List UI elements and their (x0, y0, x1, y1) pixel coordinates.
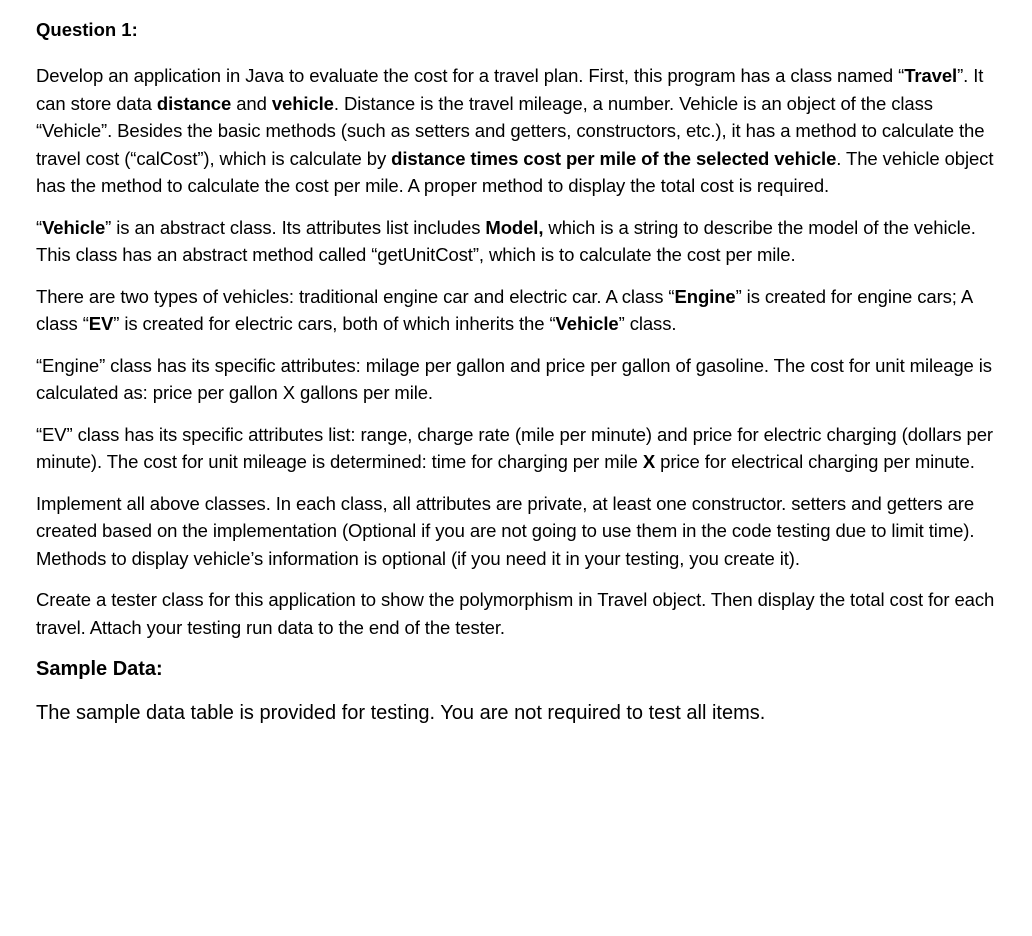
paragraph-vehicle-class: “Vehicle” is an abstract class. Its attributes list includes Model, which is a string to describe the model of the vehicle. This class has an abstract method called “getUnitCost”, which is to calculate the cost per mile. (36, 216, 976, 265)
paragraph-implementation: Implement all above classes. In each class, all attributes are private, at least one constructor. setters and getters are created based on the implementation (Optional if you are not going to use them in the code testing due to limit time). Methods to display vehicle’s information is optional (if you need it in your testing, you create it). (36, 492, 975, 569)
paragraph-vehicle-types: There are two types of vehicles: traditional engine car and electric car. A class “Engine” is created for engine cars; A class “EV” is created for electric cars, both of which inherits the “Vehicle” class. (36, 285, 973, 334)
question-title: Question 1: (36, 19, 138, 40)
paragraph-sample-data: The sample data table is provided for testing. You are not required to test all items. (36, 702, 766, 724)
paragraph-tester: Create a tester class for this application to show the polymorphism in Travel object. Then display the total cost for each travel. Attach your testing run data to the end of the tester. (36, 589, 995, 638)
paragraph-ev-class: “EV” class has its specific attributes list: range, charge rate (mile per minute) and price for electric charging (dollars per minute). The cost for unit mileage is determined: time for charging per mile X price for electrical charging per minute. (36, 423, 993, 472)
paragraph-travel-class: Develop an application in Java to evaluate the cost for a travel plan. First, this program has a class named “Travel”. It can store data distance and vehicle. Distance is the travel mileage, a number. Vehicle is an object of the class “Vehicle”. Besides the basic methods (such as setters and getters, constructors, etc.), it has a method to calculate the travel cost (“calCost”), which is calculate by distance times cost per mile of the selected vehicle. The vehicle object has the method to calculate the cost per mile. A proper method to display the total cost is required. (36, 65, 994, 196)
paragraph-engine-class: “Engine” class has its specific attributes: milage per gallon and price per gallon of gasoline. The cost for unit mileage is calculated as: price per gallon X gallons per mile. (36, 354, 992, 403)
sample-data-heading: Sample Data: (36, 658, 163, 680)
document-page (36, 16, 996, 727)
